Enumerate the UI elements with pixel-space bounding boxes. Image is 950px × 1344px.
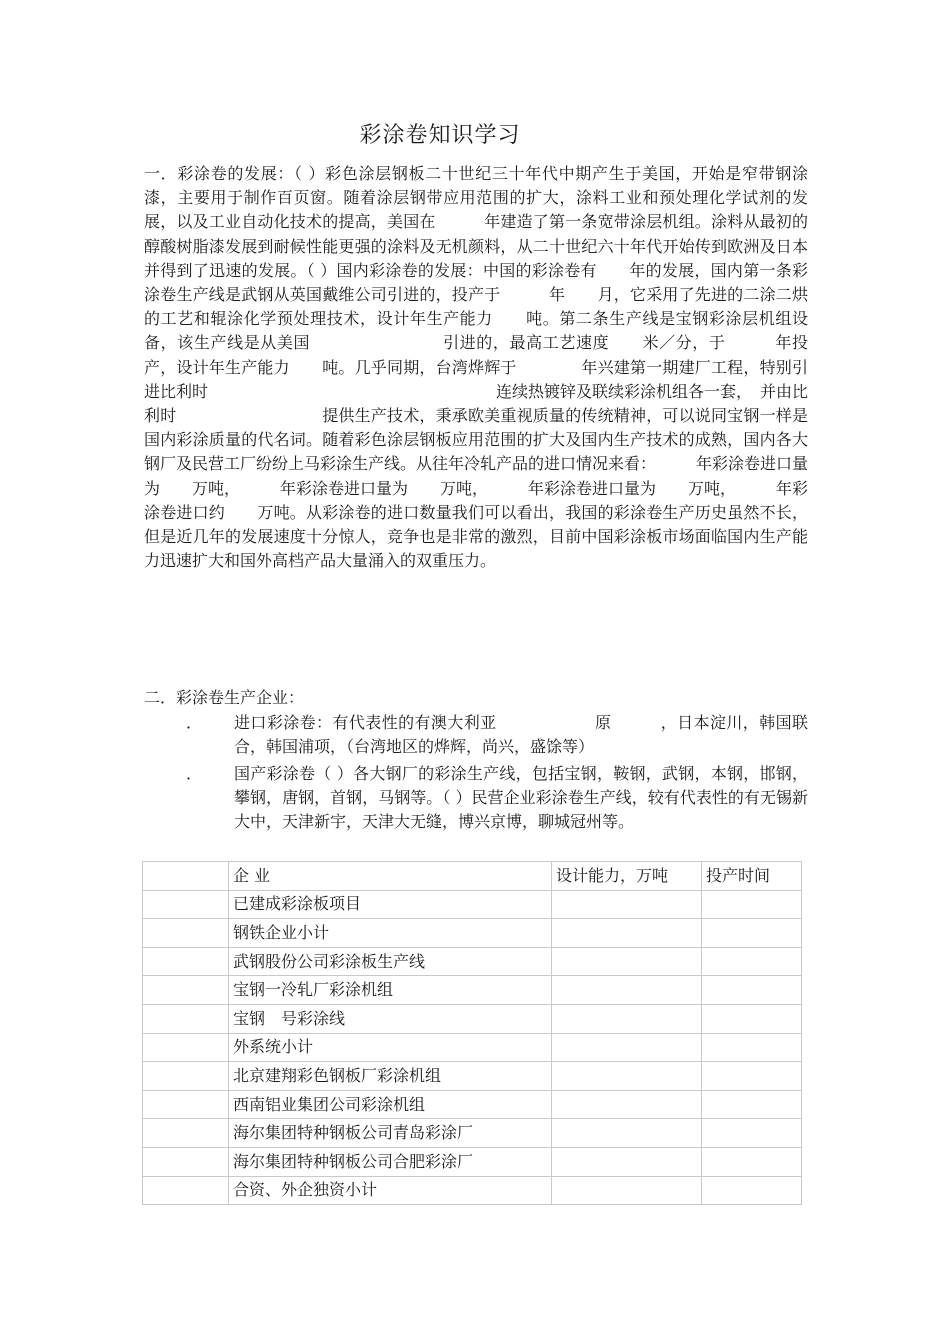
table-cell — [552, 947, 702, 976]
section-1-paragraph: 一．彩涂卷的发展：（ ）彩色涂层钢板二十世纪三十年代中期产生于美国，开始是窄带钢涂漆，主要用于制作百页窗。随着涂层钢带应用范围的扩大，涂料工业和预处理化学试剂的发展，以及工业自动化技术的提高，美国在 年建造了第一条宽带涂层机组。涂料从最初的醇酸树脂漆发展到耐候性能更强的涂料及无机颜料，从二十世纪六十年代开始传到欧洲及日本并得到了迅速的发展。（ ）国内彩涂卷的发展：中国的彩涂卷有 年的发展，国内第一条彩涂卷生产线是武钢从英国戴维公司引进的，投产于 年 月，它采用了先进的二涂二烘的工艺和辊涂化学预处理技术，设计年生产能力 吨。第二条生产线是宝钢彩涂层机组设备，该生产线是从美国 引进的，最高工艺速度 米／分，于 年投产，设计年生产能力 吨。几乎同期，台湾烨辉于 年兴建第一期建厂工程，特别引进比利时 连续热镀锌及联续彩涂机组各一套， 并由比利时 提供生产技术，秉承欧美重视质量的传统精神，可以说同宝钢一样是国内彩涂质量的代名词。随着彩色涂层钢板应用范围的扩大及国内生产技术的成熟，国内各大钢厂及民营工厂纷纷上马彩涂生产线。从往年冷轧产品的进口情况来看： 年彩涂卷进口量为 万吨， 年彩涂卷进口量为 万吨， 年彩涂卷进口量为 万吨， 年彩涂卷进口约 万吨。从彩涂卷的进口数量我们可以看出，我国的彩涂卷生产历史虽然不长，但是近几年的发展速度十分惊人，竞争也是非常的激烈，目前中国彩涂板市场面临国内生产能力迅速扩大和国外高档产品大量涌入的双重压力。 — [144, 164, 809, 571]
table-cell — [552, 1033, 702, 1062]
table-row — [143, 1119, 802, 1148]
table-header-cell: 企 业 — [229, 862, 552, 891]
table-cell — [702, 976, 802, 1005]
table-row — [143, 919, 802, 948]
table-cell — [552, 976, 702, 1005]
table-cell — [143, 976, 229, 1005]
section-2-heading: 二．彩涂卷生产企业： — [144, 688, 305, 707]
table-header-row — [143, 862, 802, 891]
table-cell — [552, 890, 702, 919]
table-row — [143, 976, 802, 1005]
table-cell — [702, 1062, 802, 1091]
table-cell: 外系统小计 — [229, 1033, 552, 1062]
table-row — [143, 1004, 802, 1033]
table-cell — [143, 890, 229, 919]
table-cell — [702, 890, 802, 919]
table-cell — [702, 1033, 802, 1062]
table-row — [143, 1090, 802, 1119]
table-cell — [702, 1147, 802, 1176]
table-cell — [552, 1062, 702, 1091]
table-cell — [552, 919, 702, 948]
document-title: 彩涂卷知识学习 — [359, 123, 521, 148]
table-cell — [702, 1176, 802, 1205]
table-cell: 西南铝业集团公司彩涂机组 — [229, 1090, 552, 1119]
table-cell — [143, 1147, 229, 1176]
table-cell — [702, 947, 802, 976]
table-cell: 合资、外企独资小计 — [229, 1176, 552, 1205]
table-cell: 北京建翔彩色钢板厂彩涂机组 — [229, 1062, 552, 1091]
table-cell — [552, 1119, 702, 1148]
table-cell: 海尔集团特种钢板公司合肥彩涂厂 — [229, 1147, 552, 1176]
bullet-marker: ． — [186, 713, 203, 732]
table-cell — [143, 1119, 229, 1148]
table-row — [143, 1033, 802, 1062]
table-cell — [552, 1090, 702, 1119]
table-cell: 宝钢一冷轧厂彩涂机组 — [229, 976, 552, 1005]
table-cell: 钢铁企业小计 — [229, 919, 552, 948]
table-header-cell: 设计能力，万吨 — [552, 862, 702, 891]
enterprise-table — [142, 861, 802, 1205]
table-cell: 海尔集团特种钢板公司青岛彩涂厂 — [229, 1119, 552, 1148]
list-item-text: 国产彩涂卷（ ）各大钢厂的彩涂生产线，包括宝钢，鞍钢，武钢，本钢，邯钢，攀钢，唐钢，首钢，马钢等。（ ）民营企业彩涂卷生产线，较有代表性的有无锡新大中，天津新宇，天津大无缝，博兴京博，聊城冠州等。 — [234, 764, 808, 832]
table-row — [143, 947, 802, 976]
table-cell: 武钢股份公司彩涂板生产线 — [229, 947, 552, 976]
table-cell — [143, 1176, 229, 1205]
table-header-cell — [143, 862, 229, 891]
list-item-domestic — [186, 762, 808, 835]
table-cell — [143, 947, 229, 976]
table-row — [143, 1147, 802, 1176]
table-cell — [702, 919, 802, 948]
list-item-imported — [186, 711, 808, 759]
table-row — [143, 890, 802, 919]
table-cell — [702, 1004, 802, 1033]
table-cell: 宝钢 号彩涂线 — [229, 1004, 552, 1033]
table-cell — [143, 919, 229, 948]
list-item-text: 进口彩涂卷：有代表性的有澳大利亚 原 ，日本淀川，韩国联合，韩国浦项，（台湾地区的烨辉，尚兴，盛馀等） — [234, 713, 808, 757]
table-header-cell: 投产时间 — [702, 862, 802, 891]
table-cell — [143, 1033, 229, 1062]
table-cell — [702, 1119, 802, 1148]
table-cell — [552, 1004, 702, 1033]
table-cell: 已建成彩涂板项目 — [229, 890, 552, 919]
table-cell — [143, 1004, 229, 1033]
table-cell — [552, 1147, 702, 1176]
table-cell — [143, 1062, 229, 1091]
table-row — [143, 1062, 802, 1091]
table-cell — [552, 1176, 702, 1205]
table-cell — [143, 1090, 229, 1119]
table-row — [143, 1176, 802, 1205]
table-cell — [702, 1090, 802, 1119]
bullet-marker: ． — [186, 764, 203, 783]
